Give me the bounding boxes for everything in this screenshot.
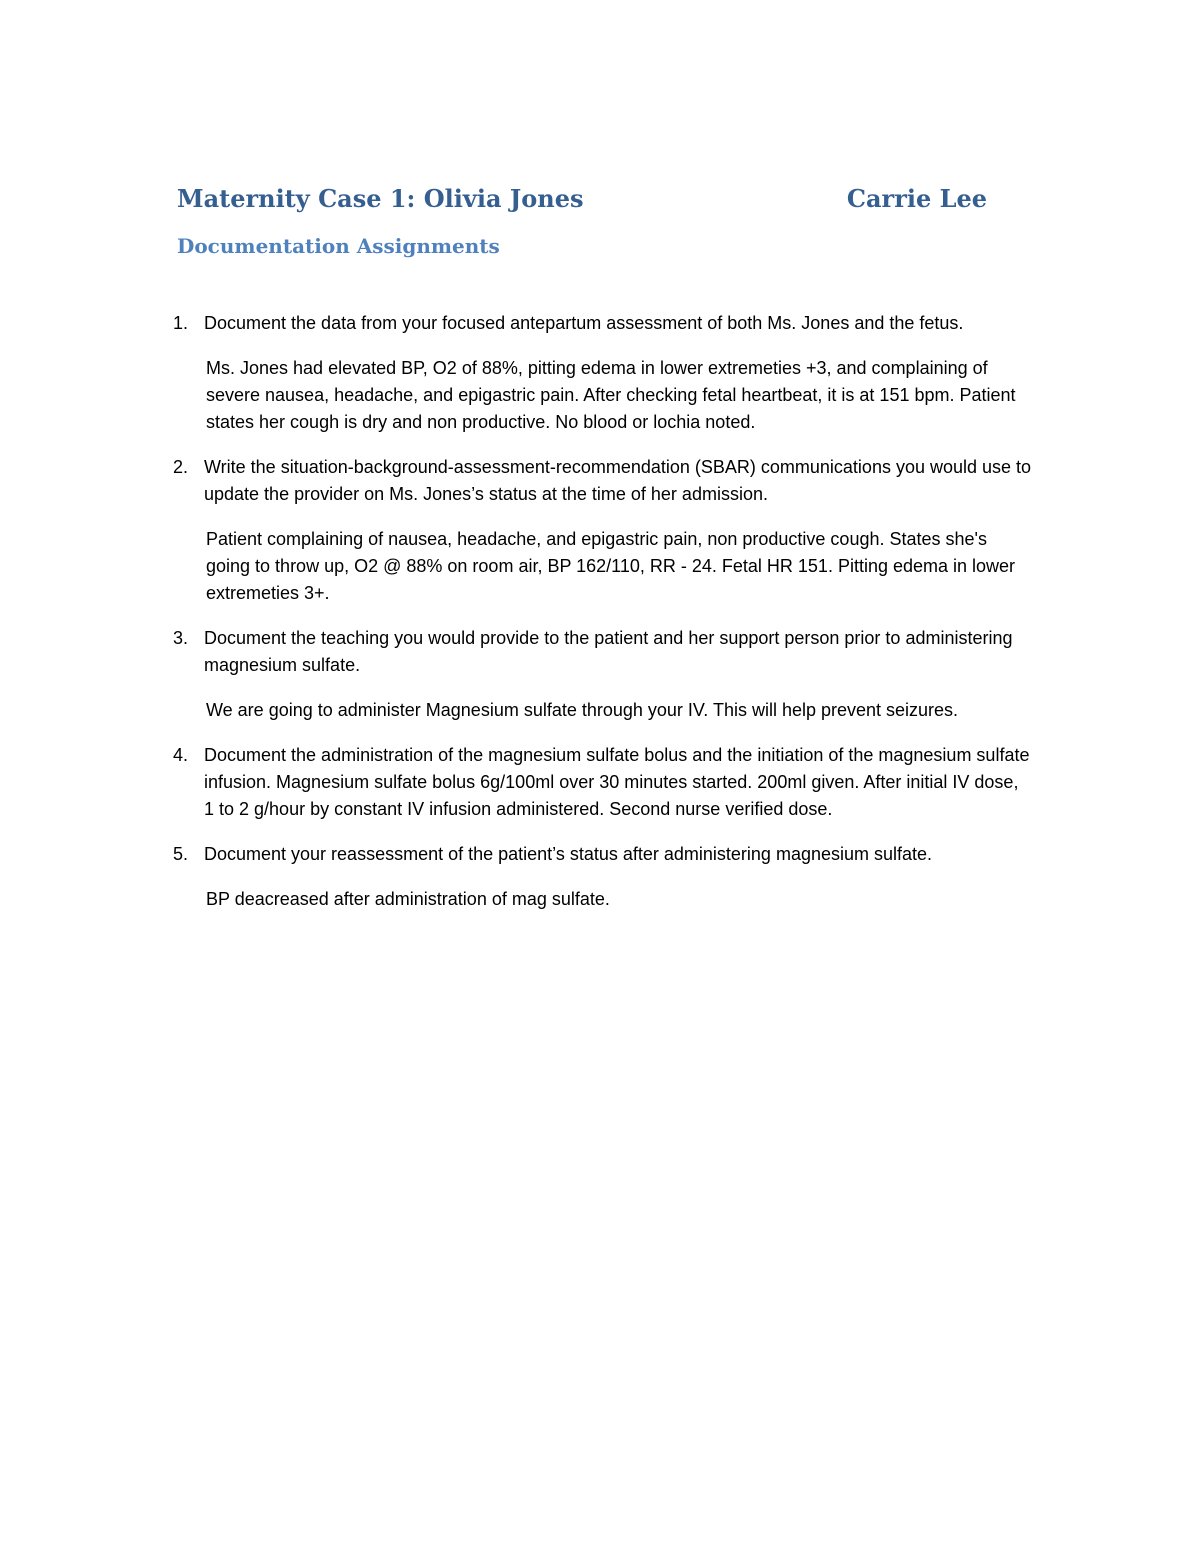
assignment-prompt: Document the teaching you would provide to the patient and her support person prior to administering magnesium sulfate. bbox=[204, 628, 1013, 675]
assignment-answer: We are going to administer Magnesium sulfate through your IV. This will help prevent seizures. bbox=[206, 700, 959, 720]
assignment-item-3 bbox=[173, 625, 1033, 724]
assignment-prompt: Document the administration of the magnesium sulfate bolus and the initiation of the magnesium sulfate infusion. Magnesium sulfate bolus 6g/100ml over 30 minutes started. 200ml given. After initial IV dose, 1 to 2 g/hour by constant IV infusion administered. Second nurse verified dose. bbox=[204, 745, 1030, 819]
author-name: Carrie Lee bbox=[846, 184, 987, 213]
assignment-prompt: Document the data from your focused antepartum assessment of both Ms. Jones and the fetus. bbox=[204, 313, 964, 333]
assignment-number: 5. bbox=[173, 844, 189, 864]
assignment-prompt: Document your reassessment of the patient’s status after administering magnesium sulfate. bbox=[204, 844, 933, 864]
assignment-number: 2. bbox=[173, 457, 189, 477]
assignment-number: 4. bbox=[173, 745, 189, 765]
assignment-item-5 bbox=[173, 841, 1033, 913]
assignment-number: 1. bbox=[173, 313, 189, 333]
assignment-answer: Patient complaining of nausea, headache, and epigastric pain, non productive cough. States she's going to throw up, O2 @ 88% on room air, BP 162/110, RR - 24. Fetal HR 151. Pitting edema in lower extremeties 3+. bbox=[206, 529, 1016, 603]
assignment-list bbox=[173, 310, 1033, 931]
assignment-answer: Ms. Jones had elevated BP, O2 of 88%, pitting edema in lower extremeties +3, and complaining of severe nausea, headache, and epigastric pain. After checking fetal heartbeat, it is at 151 bpm. Patient states her cough is dry and non productive. No blood or lochia noted. bbox=[206, 358, 1016, 432]
assignment-prompt: Write the situation-background-assessment-recommendation (SBAR) communications you would use to update the provider on Ms. Jones’s status at the time of her admission. bbox=[204, 457, 1032, 504]
assignment-item-2 bbox=[173, 454, 1033, 607]
assignment-item-1 bbox=[173, 310, 1033, 436]
assignment-item-4 bbox=[173, 742, 1033, 823]
assignment-number: 3. bbox=[173, 628, 189, 648]
assignment-answer: BP deacreased after administration of mag sulfate. bbox=[206, 889, 610, 909]
page-subtitle: Documentation Assignments bbox=[177, 234, 500, 258]
title-row bbox=[177, 184, 987, 224]
page-title: Maternity Case 1: Olivia Jones bbox=[177, 184, 584, 213]
